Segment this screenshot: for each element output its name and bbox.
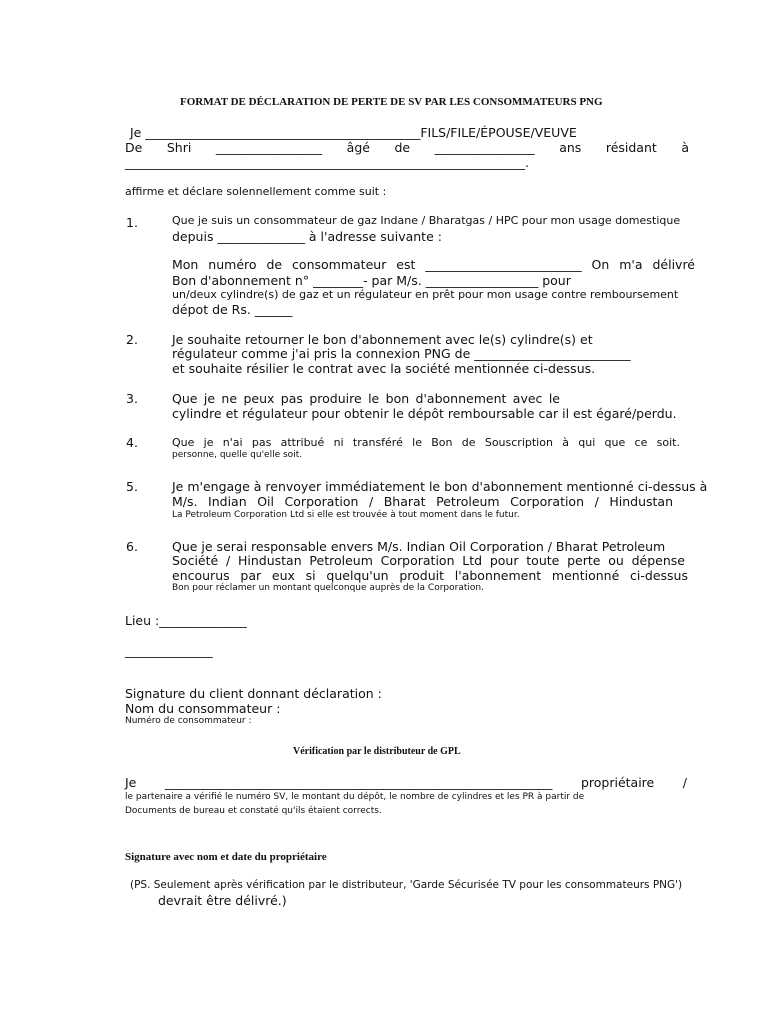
consumer-name-label: Nom du consommateur :: [125, 701, 281, 716]
item-6-line-1: Que je serai responsable envers M/s. Indian Oil Corporation / Bharat Petroleum: [172, 539, 666, 554]
header-line-je: Je ____________________________________________FILS/FILE/ÉPOUSE/VEUVE: [126, 125, 577, 140]
item-number: 5.: [126, 479, 138, 494]
item-number: 3.: [126, 391, 138, 406]
item-number: 2.: [126, 332, 138, 347]
ps-line-1: (PS. Seulement après vérification par le distributeur, 'Garde Sécurisée TV pour les consommateurs PNG'): [130, 879, 683, 891]
item-1-line-4: Bon d'abonnement n° ________- par M/s. __________________ pour: [172, 273, 571, 288]
intro-statement: affirme et déclare solennellement comme suit :: [125, 185, 387, 198]
item-2-line-3: et souhaite résilier le contrat avec la société mentionnée ci-dessus.: [172, 361, 596, 376]
item-number: 4.: [126, 435, 138, 450]
item-4-line-2: personne, quelle qu'elle soit.: [172, 450, 303, 460]
consumer-number-label: Numéro de consommateur :: [125, 716, 252, 726]
document-title: FORMAT DE DÉCLARATION DE PERTE DE SV PAR LES CONSOMMATEURS PNG: [180, 96, 603, 108]
item-2-line-2: régulateur comme j'ai pris la connexion PNG de _________________________: [172, 346, 631, 361]
item-5-line-3: La Petroleum Corporation Ltd si elle est trouvée à tout moment dans le futur.: [172, 510, 520, 520]
item-number: 1.: [126, 215, 138, 230]
item-1-line-1: Que je suis un consommateur de gaz Indane / Bharatgas / HPC pour mon usage domestique: [172, 214, 681, 227]
item-3-line-1: Que je ne peux pas produire le bon d'abonnement avec le: [172, 391, 560, 406]
verification-title: Vérification par le distributeur de GPL: [293, 746, 461, 757]
item-1-line-2: depuis ______________ à l'adresse suivante :: [172, 229, 442, 244]
verification-line-3: Documents de bureau et constaté qu'ils étaient corrects.: [125, 806, 382, 816]
verification-je-line: Je ______________________________________________________________ propriétaire /: [125, 775, 687, 790]
item-6-line-2: Société / Hindustan Petroleum Corporation Ltd pour toute perte ou dépense: [172, 553, 685, 568]
ps-line-2: devrait être délivré.): [158, 893, 287, 908]
item-5-line-1: Je m'engage à renvoyer immédiatement le bon d'abonnement mentionné ci-dessus à: [172, 479, 708, 494]
item-3-line-2: cylindre et régulateur pour obtenir le dépôt remboursable car il est égaré/perdu.: [172, 406, 677, 421]
item-6-line-3: encourus par eux si quelqu'un produit l'abonnement mentionné ci-dessus: [172, 568, 688, 583]
item-1-line-6: dépot de Rs. ______: [172, 302, 293, 317]
item-6-line-4: Bon pour réclamer un montant quelconque auprès de la Corporation.: [172, 583, 484, 593]
item-4-line-1: Que je n'ai pas attribué ni transféré le Bon de Souscription à qui que ce soit.: [172, 436, 680, 449]
item-2-line-1: Je souhaite retourner le bon d'abonnement avec le(s) cylindre(s) et: [172, 332, 593, 347]
header-line-shri: De Shri _________________ âgé de ________________ ans résidant à: [125, 140, 689, 155]
item-5-line-2: M/s. Indian Oil Corporation / Bharat Petroleum Corporation / Hindustan: [172, 494, 673, 509]
verification-line-2: le partenaire a vérifié le numéro SV, le montant du dépôt, le nombre de cylindres et les PR à partir de: [125, 792, 585, 802]
item-number: 6.: [126, 539, 138, 554]
client-signature-label: Signature du client donnant déclaration :: [125, 686, 382, 701]
date-blank-line: ______________: [125, 643, 213, 658]
owner-signature-label: Signature avec nom et date du propriétaire: [125, 851, 327, 863]
item-1-line-5: un/deux cylindre(s) de gaz et un régulateur en prêt pour mon usage contre remboursement: [172, 288, 679, 301]
lieu-field: Lieu :______________: [125, 613, 247, 628]
header-line-address: ________________________________________________________________.: [125, 155, 529, 170]
item-1-line-3: Mon numéro de consommateur est _________________________ On m'a délivré: [172, 257, 695, 272]
